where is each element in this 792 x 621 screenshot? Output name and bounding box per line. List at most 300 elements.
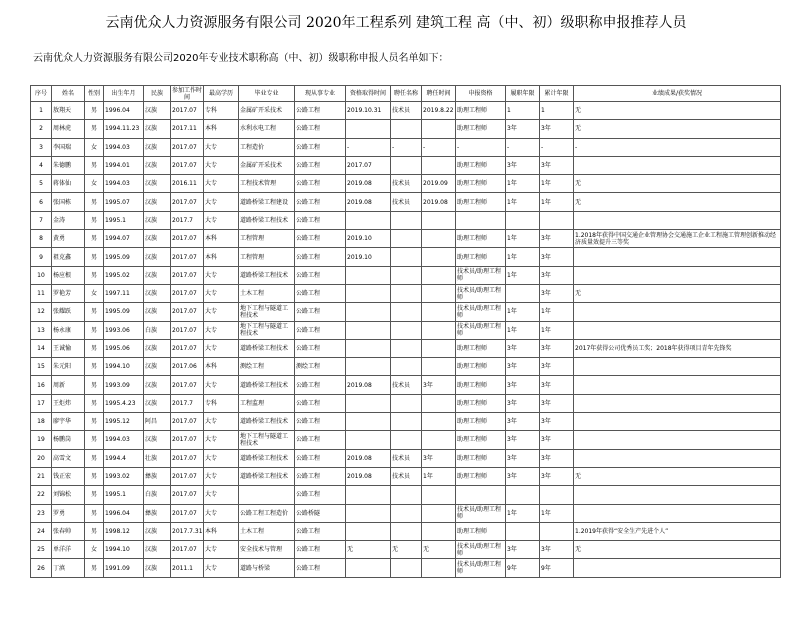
- table-cell: 2017.07: [171, 541, 204, 559]
- table-cell: 3年: [540, 431, 574, 449]
- table-cell: 10: [31, 266, 52, 284]
- table-cell: 1年: [506, 193, 540, 211]
- column-header: 现从事专业: [295, 86, 346, 102]
- table-row: [31, 175, 781, 193]
- table-cell: [391, 266, 422, 284]
- table-cell: 1年: [506, 248, 540, 266]
- table-cell: 26: [31, 559, 52, 577]
- table-cell: 地下工程与隧道工程技术: [239, 303, 295, 321]
- table-cell: 1年: [506, 175, 540, 193]
- table-cell: [574, 449, 781, 467]
- table-cell: 公路工程: [295, 102, 346, 120]
- table-cell: 1994.11.23: [104, 120, 144, 138]
- table-cell: 1993.02: [104, 467, 144, 485]
- table-cell: 公路工程: [295, 211, 346, 229]
- table-cell: [391, 321, 422, 339]
- table-cell: 男: [85, 413, 104, 431]
- table-cell: [391, 431, 422, 449]
- table-cell: 1: [540, 102, 574, 120]
- table-cell: [574, 431, 781, 449]
- table-cell: 技术员: [391, 467, 422, 485]
- table-cell: [422, 486, 456, 504]
- table-cell: 无: [574, 175, 781, 193]
- table-cell: [391, 522, 422, 540]
- table-cell: [574, 358, 781, 376]
- table-cell: 1994.10: [104, 358, 144, 376]
- table-cell: [346, 321, 391, 339]
- table-cell: 2017.07: [171, 431, 204, 449]
- table-cell: [422, 358, 456, 376]
- table-cell: 技术员: [391, 449, 422, 467]
- table-cell: 1995.4.23: [104, 394, 144, 412]
- table-cell: [391, 284, 422, 302]
- table-cell: 王炬炜: [52, 394, 85, 412]
- table-cell: [506, 284, 540, 302]
- table-cell: 1年: [540, 175, 574, 193]
- table-cell: 杨应根: [52, 266, 85, 284]
- table-cell: 女: [85, 541, 104, 559]
- table-cell: 王诚愉: [52, 339, 85, 357]
- table-cell: 12: [31, 303, 52, 321]
- table-cell: 13: [31, 321, 52, 339]
- table-cell: 6: [31, 193, 52, 211]
- table-cell: 无: [574, 120, 781, 138]
- table-cell: -: [506, 138, 540, 156]
- table-cell: [506, 486, 540, 504]
- table-cell: 阿昌: [144, 413, 171, 431]
- table-cell: 汉族: [144, 175, 171, 193]
- table-body: [31, 102, 781, 578]
- table-cell: [574, 394, 781, 412]
- table-cell: 3年: [506, 358, 540, 376]
- table-cell: 1995.12: [104, 413, 144, 431]
- table-cell: [574, 413, 781, 431]
- table-cell: 大专: [204, 138, 239, 156]
- table-cell: 1995.02: [104, 266, 144, 284]
- table-cell: 2017.07: [171, 156, 204, 174]
- table-cell: 公路工程: [295, 449, 346, 467]
- table-cell: 3年: [506, 120, 540, 138]
- table-cell: 助理工程师: [456, 175, 506, 193]
- table-cell: 7: [31, 211, 52, 229]
- table-cell: 杨永康: [52, 321, 85, 339]
- table-cell: 蒋体仙: [52, 175, 85, 193]
- table-cell: 技术员/助理工程师: [456, 504, 506, 522]
- table-cell: 杨鹏岗: [52, 431, 85, 449]
- table-cell: 李国瑞: [52, 138, 85, 156]
- table-cell: 大专: [204, 211, 239, 229]
- table-cell: 黄勇: [52, 230, 85, 248]
- table-row: [31, 211, 781, 229]
- table-row: [31, 413, 781, 431]
- table-cell: [506, 211, 540, 229]
- table-cell: 男: [85, 156, 104, 174]
- table-cell: [422, 504, 456, 522]
- table-cell: 工程造价: [239, 138, 295, 156]
- table-cell: 1年: [422, 467, 456, 485]
- table-cell: 汉族: [144, 559, 171, 577]
- table-cell: 大专: [204, 449, 239, 467]
- table-cell: 无: [574, 284, 781, 302]
- table-cell: 20: [31, 449, 52, 467]
- table-cell: 2017.11: [171, 120, 204, 138]
- table-cell: 公路工程: [295, 175, 346, 193]
- table-cell: 助理工程师: [456, 156, 506, 174]
- table-cell: 无: [391, 541, 422, 559]
- table-cell: 2017年获得公司优秀员工奖；2018年获得项目青年先锋奖: [574, 339, 781, 357]
- table-cell: 技术员/助理工程师: [456, 321, 506, 339]
- table-cell: 1年: [506, 321, 540, 339]
- table-cell: 汉族: [144, 211, 171, 229]
- table-cell: 无: [574, 541, 781, 559]
- table-cell: 19: [31, 431, 52, 449]
- table-cell: 1996.04: [104, 504, 144, 522]
- table-cell: 1年: [540, 303, 574, 321]
- table-cell: [422, 339, 456, 357]
- table-cell: 助理工程师: [456, 449, 506, 467]
- table-cell: 汉族: [144, 303, 171, 321]
- table-cell: [574, 211, 781, 229]
- table-cell: 9: [31, 248, 52, 266]
- table-cell: 助理工程师: [456, 413, 506, 431]
- table-cell: 大专: [204, 504, 239, 522]
- table-cell: 测绘工程: [295, 358, 346, 376]
- table-cell: 2019.8.22: [422, 102, 456, 120]
- table-cell: 2017.07: [171, 321, 204, 339]
- table-cell: 公路工程: [295, 467, 346, 485]
- table-cell: 助理工程师: [456, 522, 506, 540]
- table-row: [31, 230, 781, 248]
- table-cell: 张耀跃: [52, 303, 85, 321]
- table-cell: 2017.06: [171, 358, 204, 376]
- table-cell: 大专: [204, 413, 239, 431]
- table-cell: 大专: [204, 303, 239, 321]
- table-cell: 1995.1: [104, 486, 144, 504]
- table-cell: 敖翔天: [52, 102, 85, 120]
- table-cell: 3年: [540, 339, 574, 357]
- table-cell: 1997.11: [104, 284, 144, 302]
- table-cell: 道路桥梁工程技术: [239, 339, 295, 357]
- table-cell: -: [391, 138, 422, 156]
- table-cell: 2019.08: [346, 175, 391, 193]
- table-cell: 3年: [540, 449, 574, 467]
- table-cell: 公路工程: [295, 230, 346, 248]
- table-cell: 2019.08: [346, 449, 391, 467]
- table-cell: [422, 394, 456, 412]
- table-cell: 1: [506, 102, 540, 120]
- table-cell: [422, 156, 456, 174]
- table-cell: 汉族: [144, 230, 171, 248]
- table-cell: 1年: [506, 230, 540, 248]
- table-cell: 1年: [506, 303, 540, 321]
- table-cell: 2017.07: [171, 449, 204, 467]
- table-cell: 公路工程: [295, 339, 346, 357]
- table-cell: 水利水电工程: [239, 120, 295, 138]
- table-cell: 张春帅: [52, 522, 85, 540]
- table-cell: 2017.07: [171, 486, 204, 504]
- table-cell: [391, 413, 422, 431]
- table-cell: 高雪文: [52, 449, 85, 467]
- table-cell: [391, 120, 422, 138]
- table-row: [31, 522, 781, 540]
- table-cell: 技术员/助理工程师: [456, 559, 506, 577]
- table-cell: 2017.07: [171, 467, 204, 485]
- table-cell: -: [346, 138, 391, 156]
- table-cell: [422, 431, 456, 449]
- table-cell: [346, 504, 391, 522]
- table-cell: 地下工程与隧道工程技术: [239, 321, 295, 339]
- table-row: [31, 193, 781, 211]
- table-row: [31, 284, 781, 302]
- table-cell: 公路工程: [295, 193, 346, 211]
- table-cell: 技术员: [391, 102, 422, 120]
- table-cell: 大专: [204, 284, 239, 302]
- table-cell: 大专: [204, 559, 239, 577]
- table-cell: [346, 266, 391, 284]
- column-header: 性别: [85, 86, 104, 102]
- table-cell: 技术员: [391, 193, 422, 211]
- table-row: [31, 339, 781, 357]
- table-cell: [574, 321, 781, 339]
- table-cell: 1994.01: [104, 156, 144, 174]
- table-cell: 汉族: [144, 120, 171, 138]
- table-cell: 技术员/助理工程师: [456, 541, 506, 559]
- table-cell: 1年: [540, 504, 574, 522]
- table-cell: 2019.08: [422, 193, 456, 211]
- table-cell: 技术员/助理工程师: [456, 284, 506, 302]
- table-cell: [422, 522, 456, 540]
- table-cell: 2019.08: [346, 376, 391, 394]
- table-cell: 助理工程师: [456, 339, 506, 357]
- table-cell: [422, 230, 456, 248]
- table-cell: 助理工程师: [456, 358, 506, 376]
- table-cell: [346, 394, 391, 412]
- table-cell: 3年: [506, 376, 540, 394]
- table-cell: 4: [31, 156, 52, 174]
- table-cell: 大专: [204, 376, 239, 394]
- table-cell: [422, 284, 456, 302]
- table-cell: 1991.09: [104, 559, 144, 577]
- table-cell: [346, 120, 391, 138]
- table-cell: 无: [422, 541, 456, 559]
- table-cell: 助理工程师: [456, 193, 506, 211]
- table-cell: [574, 376, 781, 394]
- table-cell: 1.2018年获得中国交通企业管理协会交通施工企业工程施工管理创新推动经济质量效提升三等奖: [574, 230, 781, 248]
- table-cell: [346, 413, 391, 431]
- table-cell: 助理工程师: [456, 376, 506, 394]
- table-cell: 男: [85, 376, 104, 394]
- table-cell: [540, 522, 574, 540]
- table-cell: 1995.1: [104, 211, 144, 229]
- table-cell: 助理工程师: [456, 120, 506, 138]
- table-cell: 男: [85, 211, 104, 229]
- table-cell: 公路工程: [295, 559, 346, 577]
- table-cell: 3年: [506, 467, 540, 485]
- table-cell: 专科: [204, 102, 239, 120]
- table-cell: 张国栋: [52, 193, 85, 211]
- table-cell: -: [540, 138, 574, 156]
- table-cell: [422, 120, 456, 138]
- table-cell: 助理工程师: [456, 230, 506, 248]
- table-cell: [346, 339, 391, 357]
- table-cell: 1994.07: [104, 230, 144, 248]
- table-cell: 汉族: [144, 284, 171, 302]
- table-cell: 男: [85, 303, 104, 321]
- table-cell: 专科: [204, 394, 239, 412]
- table-cell: [391, 303, 422, 321]
- table-cell: 公路工程: [295, 248, 346, 266]
- table-cell: 23: [31, 504, 52, 522]
- table-cell: [346, 431, 391, 449]
- table-cell: 1年: [506, 504, 540, 522]
- table-row: [31, 449, 781, 467]
- table-cell: 11: [31, 284, 52, 302]
- table-cell: [456, 211, 506, 229]
- table-cell: 刘锦松: [52, 486, 85, 504]
- table-cell: 朱德鹏: [52, 156, 85, 174]
- table-cell: 本科: [204, 522, 239, 540]
- table-cell: 公路工程工程造价: [239, 504, 295, 522]
- table-cell: [391, 230, 422, 248]
- table-cell: 2017.07: [346, 156, 391, 174]
- table-cell: 女: [85, 175, 104, 193]
- table-cell: 1995.09: [104, 303, 144, 321]
- table-cell: 汉族: [144, 339, 171, 357]
- table-cell: 3年: [422, 376, 456, 394]
- table-cell: 单洋洋: [52, 541, 85, 559]
- table-cell: 3: [31, 138, 52, 156]
- table-cell: [574, 248, 781, 266]
- table-cell: 男: [85, 559, 104, 577]
- table-cell: 汉族: [144, 248, 171, 266]
- table-cell: 男: [85, 248, 104, 266]
- table-cell: 1995.06: [104, 339, 144, 357]
- table-cell: 公路工程: [295, 284, 346, 302]
- table-cell: 3年: [540, 413, 574, 431]
- table-cell: 汉族: [144, 266, 171, 284]
- column-header: 资格取得时间: [346, 86, 391, 102]
- table-cell: 公路工程: [295, 541, 346, 559]
- column-header: 申报资格: [456, 86, 506, 102]
- table-cell: 无: [574, 102, 781, 120]
- table-cell: [422, 211, 456, 229]
- table-cell: 大专: [204, 467, 239, 485]
- table-cell: 2016.11: [171, 175, 204, 193]
- table-row: [31, 541, 781, 559]
- table-cell: 汉族: [144, 358, 171, 376]
- table-cell: 汉族: [144, 394, 171, 412]
- table-cell: 大专: [204, 321, 239, 339]
- column-header: 序号: [31, 86, 52, 102]
- column-header: 毕业专业: [239, 86, 295, 102]
- table-cell: 男: [85, 486, 104, 504]
- table-cell: 3年: [540, 376, 574, 394]
- table-cell: 大专: [204, 175, 239, 193]
- column-header: 出生年月: [104, 86, 144, 102]
- table-cell: 2017.07: [171, 193, 204, 211]
- table-row: [31, 102, 781, 120]
- table-cell: 助理工程师: [456, 394, 506, 412]
- table-cell: 3年: [422, 449, 456, 467]
- table-cell: 男: [85, 394, 104, 412]
- table-cell: 助理工程师: [456, 467, 506, 485]
- table-row: [31, 303, 781, 321]
- table-cell: 2017.07: [171, 303, 204, 321]
- table-cell: 3年: [540, 541, 574, 559]
- table-cell: 16: [31, 376, 52, 394]
- table-cell: 公路工程: [295, 522, 346, 540]
- table-cell: [346, 486, 391, 504]
- table-cell: 公路桥隧: [295, 504, 346, 522]
- table-cell: 3年: [506, 413, 540, 431]
- table-row: [31, 559, 781, 577]
- table-cell: 助理工程师: [456, 431, 506, 449]
- table-cell: 男: [85, 358, 104, 376]
- table-cell: 大专: [204, 486, 239, 504]
- table-cell: 道路桥梁工程技术: [239, 413, 295, 431]
- table-cell: 15: [31, 358, 52, 376]
- table-cell: [574, 303, 781, 321]
- table-cell: 道路桥梁工程技术: [239, 266, 295, 284]
- table-cell: 1993.06: [104, 321, 144, 339]
- table-cell: 钱正宏: [52, 467, 85, 485]
- table-cell: 2017.07: [171, 230, 204, 248]
- table-cell: 女: [85, 138, 104, 156]
- table-cell: 3年: [506, 156, 540, 174]
- table-cell: 道路桥梁工程技术: [239, 211, 295, 229]
- table-cell: 1996.04: [104, 102, 144, 120]
- table-cell: 1995.07: [104, 193, 144, 211]
- table-cell: 技术员: [391, 376, 422, 394]
- table-cell: 彝族: [144, 467, 171, 485]
- table-cell: 2017.07: [171, 102, 204, 120]
- table-cell: 大专: [204, 266, 239, 284]
- table-cell: [422, 303, 456, 321]
- table-cell: 助理工程师: [456, 102, 506, 120]
- table-cell: [346, 358, 391, 376]
- column-header: 民族: [144, 86, 171, 102]
- table-cell: 1年: [506, 266, 540, 284]
- table-cell: 3年: [506, 394, 540, 412]
- table-cell: 白族: [144, 321, 171, 339]
- table-cell: 2019.08: [346, 467, 391, 485]
- table-cell: 祖克鑫: [52, 248, 85, 266]
- table-cell: 无: [346, 541, 391, 559]
- applicant-table: [30, 85, 781, 578]
- table-row: [31, 504, 781, 522]
- table-cell: [346, 303, 391, 321]
- table-cell: 22: [31, 486, 52, 504]
- column-header: 最高学历: [204, 86, 239, 102]
- table-cell: 2017.07: [171, 339, 204, 357]
- table-cell: 罗勇: [52, 504, 85, 522]
- table-cell: [346, 522, 391, 540]
- table-cell: 3年: [540, 156, 574, 174]
- table-cell: 丁滇: [52, 559, 85, 577]
- column-header: 累计年限: [540, 86, 574, 102]
- table-cell: 男: [85, 449, 104, 467]
- table-cell: 男: [85, 230, 104, 248]
- table-row: [31, 358, 781, 376]
- table-cell: 2019.10.31: [346, 102, 391, 120]
- table-cell: 汉族: [144, 138, 171, 156]
- table-cell: 3年: [506, 541, 540, 559]
- table-cell: 廖宇华: [52, 413, 85, 431]
- table-cell: 金属矿开采技术: [239, 156, 295, 174]
- table-cell: 公路工程: [295, 138, 346, 156]
- table-cell: 技术员/助理工程师: [456, 303, 506, 321]
- table-cell: 汉族: [144, 431, 171, 449]
